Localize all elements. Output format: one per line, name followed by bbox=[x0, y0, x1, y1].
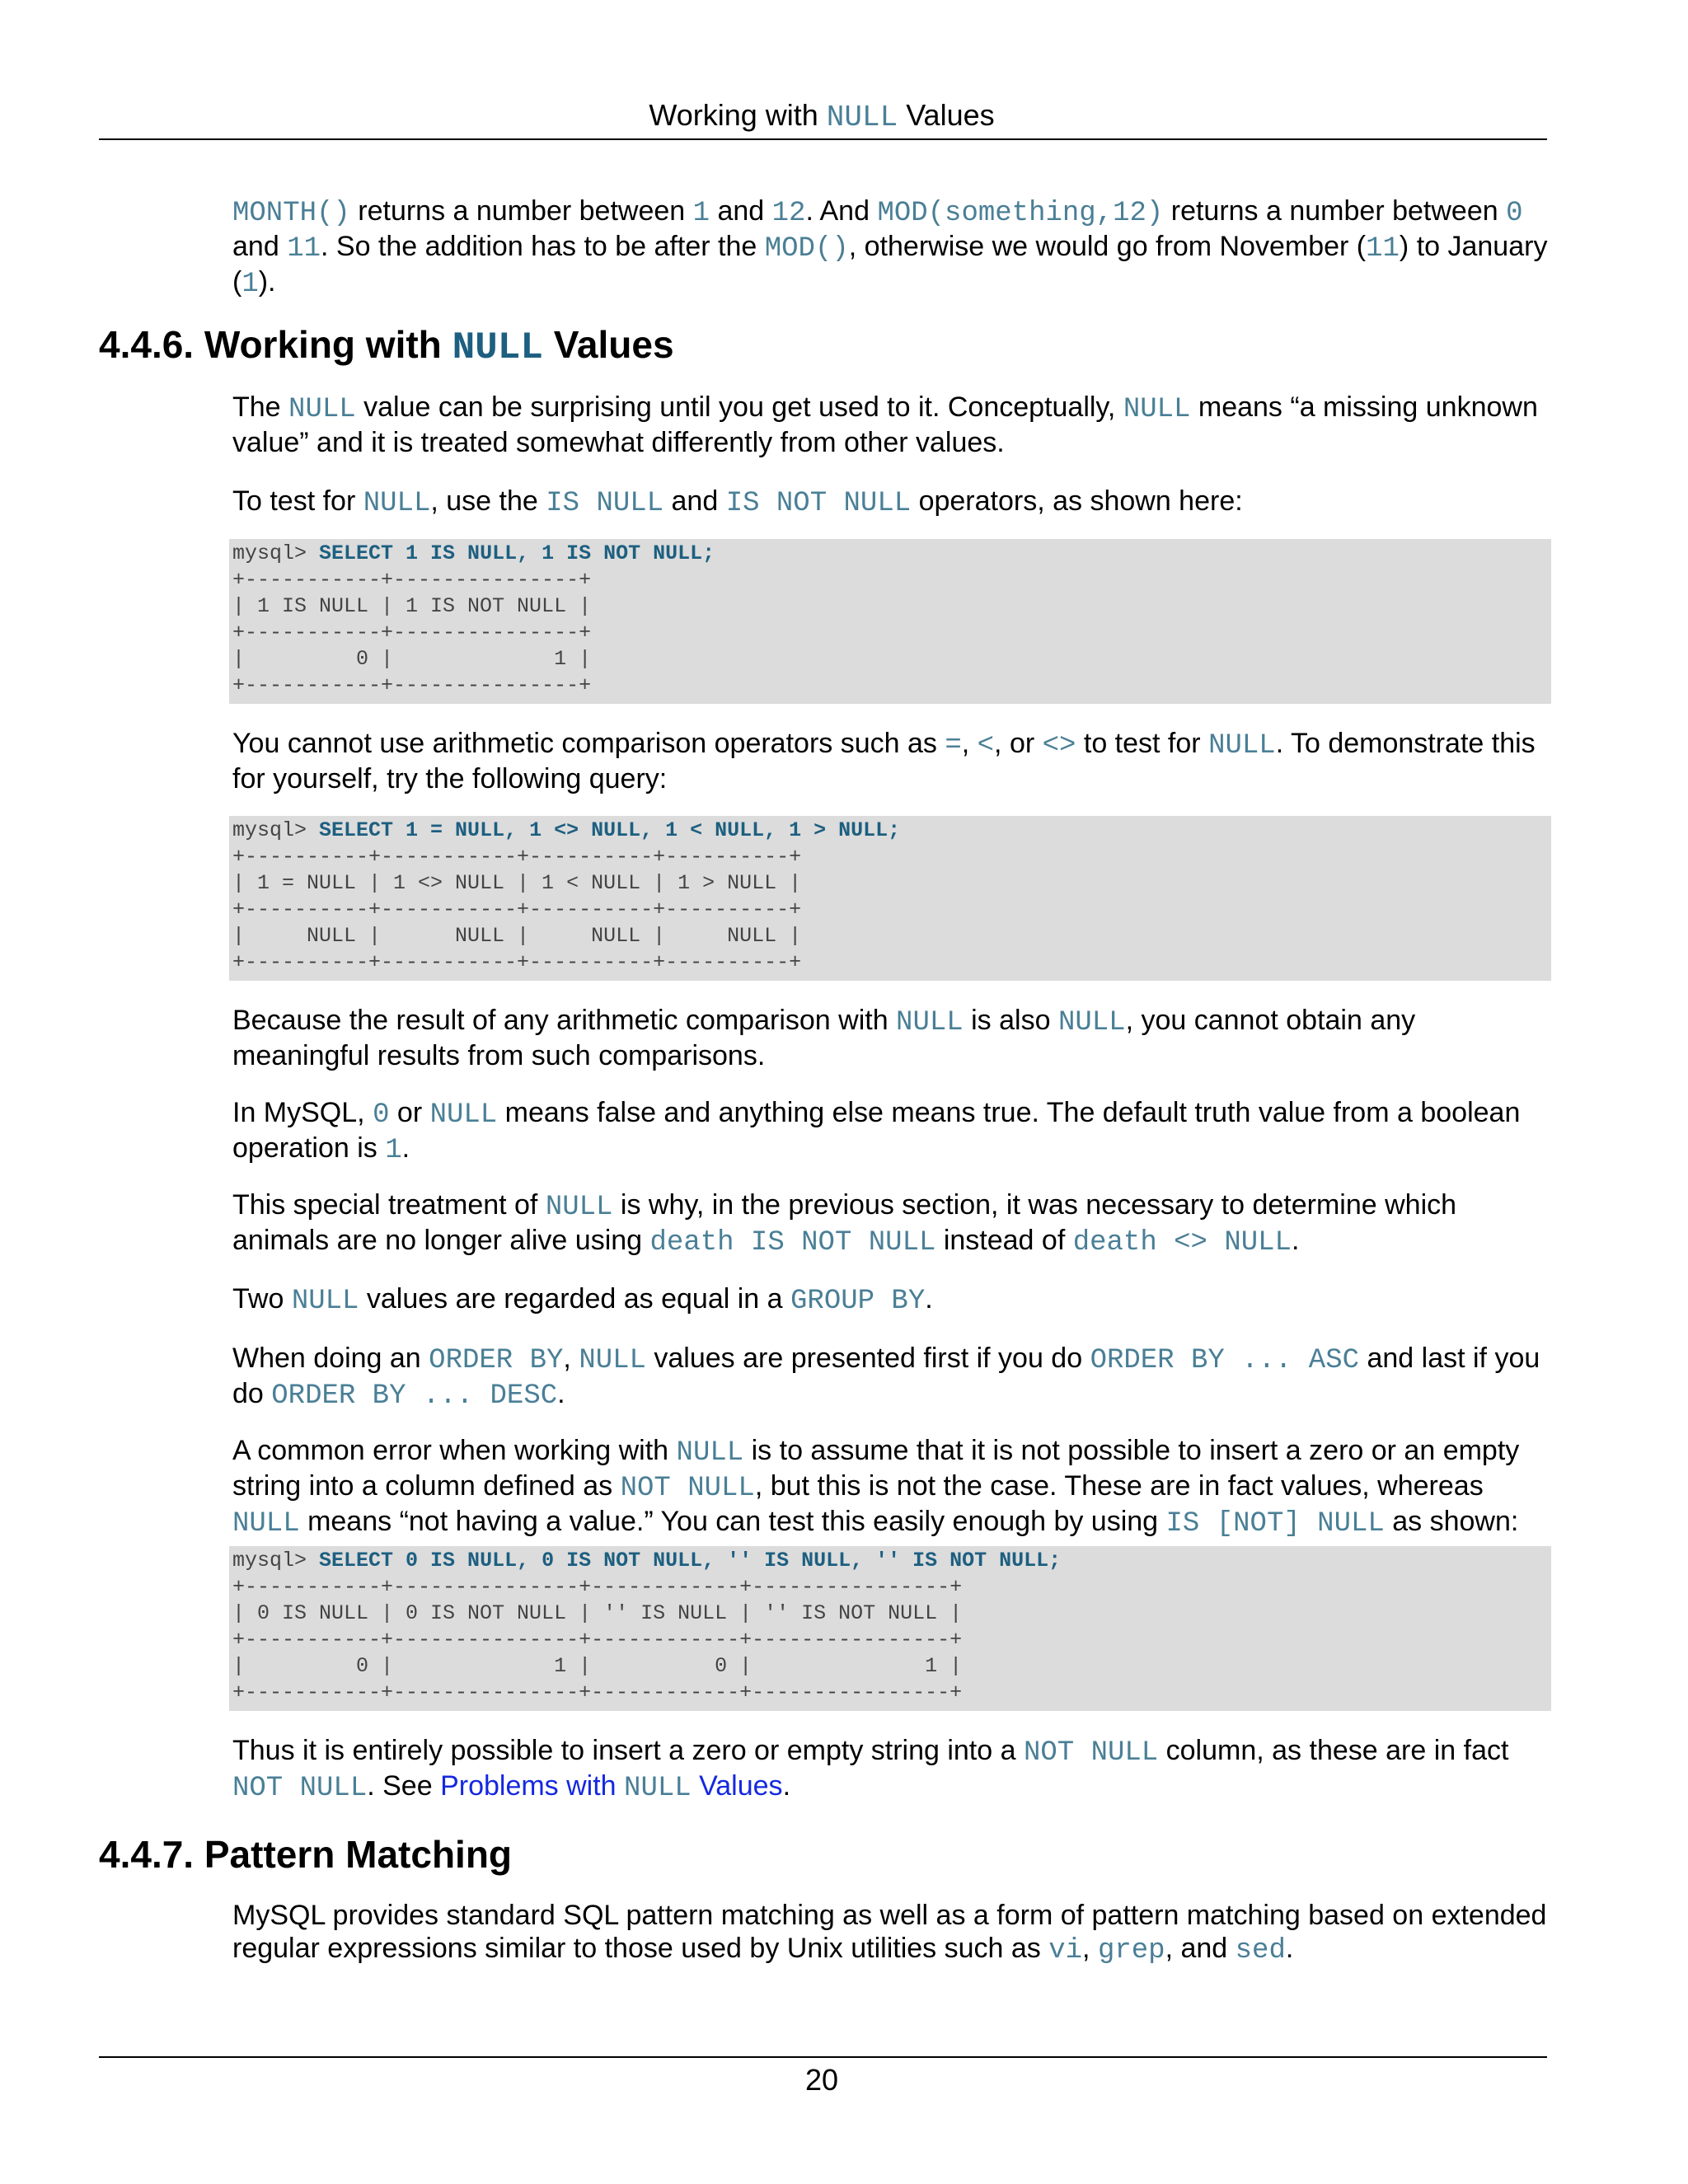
code-output-line: +-----------+---------------+------------+----------------+ bbox=[232, 1575, 963, 1599]
paragraph-arithmetic-comparison: You cannot use arithmetic comparison operators such as =, <, or <> to test for NULL. To demonstrate this for yourself, try the following query: bbox=[232, 728, 1536, 794]
code-command-line: mysql> SELECT 1 IS NULL, 1 IS NOT NULL; bbox=[232, 541, 715, 565]
code-command-line: mysql> SELECT 0 IS NULL, 0 IS NOT NULL, '' IS NULL, '' IS NOT NULL; bbox=[232, 1549, 1062, 1572]
problems-with-null-link[interactable]: Problems with NULL Values bbox=[440, 1770, 783, 1804]
paragraph-order-by: When doing an ORDER BY, NULL values are presented first if you do ORDER BY ... ASC and last if you do ORDER BY ... DESC. bbox=[232, 1343, 1540, 1412]
code-output-line: +-----------+---------------+ bbox=[232, 673, 592, 697]
code-output-line: | 1 = NULL | 1 <> NULL | 1 < NULL | 1 > NULL | bbox=[232, 871, 802, 895]
code-output-line: +-----------+---------------+ bbox=[232, 568, 592, 592]
code-output-line: +-----------+---------------+ bbox=[232, 621, 592, 644]
footer-rule bbox=[99, 2056, 1547, 2058]
paragraph-group-by: Two NULL values are regarded as equal in a GROUP BY. bbox=[232, 1283, 933, 1317]
code-output-line: +-----------+---------------+------------+----------------+ bbox=[232, 1680, 963, 1704]
paragraph-special-treatment: This special treatment of NULL is why, in the previous section, it was necessary to determine which animals are no longer alive using death IS NOT NULL instead of death <> NULL. bbox=[232, 1189, 1457, 1258]
code-output-line: +----------+-----------+----------+----------+ bbox=[232, 950, 802, 974]
code-block-1 bbox=[229, 539, 1551, 704]
paragraph-truth-values: In MySQL, 0 or NULL means false and anything else means true. The default truth value from a boolean operation is 1. bbox=[232, 1097, 1521, 1166]
paragraph-not-null-conclusion: Thus it is entirely possible to insert a zero or empty string into a NOT NULL column, as these are in fact NOT NULL. See Problems with NULL Values. bbox=[232, 1735, 1509, 1804]
running-header: Working with NULL Values bbox=[649, 98, 995, 134]
section-heading-null-values: 4.4.6. Working with NULL Values bbox=[99, 323, 674, 369]
paragraph-common-error: A common error when working with NULL is to assume that it is not possible to insert a zero or an empty string into a column defined as NOT NULL, but this is not the case. These are in fact values, whereas NULL means “not having a value.” You can test this easily enough by using IS [NOT] NULL as shown: bbox=[232, 1435, 1520, 1540]
code-output-line: +-----------+---------------+------------+----------------+ bbox=[232, 1628, 963, 1652]
paragraph-comparison-result: Because the result of any arithmetic comparison with NULL is also NULL, you cannot obtain any meaningful results from such comparisons. bbox=[232, 1005, 1416, 1071]
code-output-line: +----------+-----------+----------+----------+ bbox=[232, 845, 802, 869]
paragraph-pattern-matching: MySQL provides standard SQL pattern matching as well as a form of pattern matching based on extended regular expressions similar to those used by Unix utilities such as vi, grep, and sed. bbox=[232, 1900, 1547, 1966]
code-block-2 bbox=[229, 816, 1551, 981]
code-output-line: | NULL | NULL | NULL | NULL | bbox=[232, 924, 802, 948]
code-output-line: | 0 IS NULL | 0 IS NOT NULL | '' IS NULL | '' IS NOT NULL | bbox=[232, 1601, 963, 1625]
paragraph-test-null: To test for NULL, use the IS NULL and IS NOT NULL operators, as shown here: bbox=[232, 485, 1243, 519]
code-output-line: +----------+-----------+----------+----------+ bbox=[232, 898, 802, 921]
paragraph-null-intro: The NULL value can be surprising until you get used to it. Conceptually, NULL means “a missing unknown value” and it is treated somewhat differently from other values. bbox=[232, 391, 1538, 458]
page-number: 20 bbox=[804, 2063, 839, 2097]
section-heading-pattern-matching: 4.4.7. Pattern Matching bbox=[99, 1833, 513, 1876]
header-code: NULL bbox=[826, 101, 898, 134]
intro-paragraph: MONTH() returns a number between 1 and 12. And MOD(something,12) returns a number between 0 and 11. So the addition has to be after the MOD(), otherwise we would go from November (11) to January (1). bbox=[232, 195, 1548, 300]
code-output-line: | 1 IS NULL | 1 IS NOT NULL | bbox=[232, 594, 592, 618]
code-output-line: | 0 | 1 | 0 | 1 | bbox=[232, 1654, 963, 1678]
code-output-line: | 0 | 1 | bbox=[232, 647, 592, 671]
header-rule bbox=[99, 138, 1547, 140]
code-command-line: mysql> SELECT 1 = NULL, 1 <> NULL, 1 < NULL, 1 > NULL; bbox=[232, 818, 901, 842]
code-block-3 bbox=[229, 1546, 1551, 1711]
